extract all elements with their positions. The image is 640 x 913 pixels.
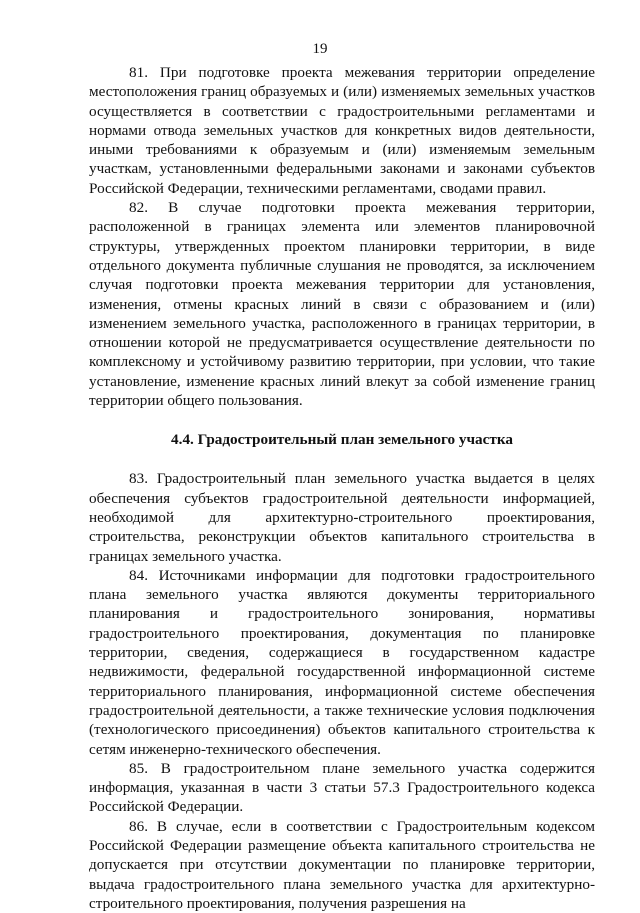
page-number: 19 bbox=[312, 41, 328, 57]
paragraph-84: 84. Источниками информации для подготовки градостроительного плана земельного участка являются документы территориального планирования и градостроительного зонирования, нормативы градостроительного проектирования, документация по планировке территории, сведения, содержащиеся в государственном кадастре недвижимости, федеральной государственной информационной системе территориального планирования, информационной системе обеспечения градостроительной деятельности, а также технические условия подключения (технологического присоединения) объектов капитального строительства к сетям инженерно-технического обеспечения. bbox=[89, 566, 595, 758]
document-body bbox=[89, 63, 595, 913]
section-heading: 4.4. Градостроительный план земельного участка bbox=[171, 431, 513, 449]
paragraph-85: 85. В градостроительном плане земельного участка содержится информация, указанная в части 3 статьи 57.3 Градостроительного кодекса Российской Федерации. bbox=[89, 759, 595, 816]
paragraph-83: 83. Градостроительный план земельного участка выдается в целях обеспечения субъектов градостроительной деятельности информацией, необходимой для архитектурно-строительного проектирования, строительства, реконструкции объектов капитального строительства в границах земельного участка. bbox=[89, 470, 595, 565]
paragraph-82: 82. В случае подготовки проекта межевания территории, расположенной в границах элемента или элементов планировочной структуры, утвержденных проектом планировки территории, в виде отдельного документа публичные слушания не проводятся, за исключением случая подготовки проекта межевания территории для установления, изменения, отмены красных линий в связи с образованием и (или) изменением земельного участка, расположенного в границах территории, в отношении которой не предусматривается осуществление деятельности по комплексному и устойчивому развитию территории, при условии, что такие установление, изменение красных линий влекут за собой изменение границ территории общего пользования. bbox=[89, 199, 595, 410]
paragraph-86: 86. В случае, если в соответствии с Градостроительным кодексом Российской Федерации размещение объекта капитального строительства не допускается при отсутствии документации по планировке территории, выдача градостроительного плана земельного участка для архитектурно-строительного проектирования, получения разрешения на bbox=[89, 817, 595, 912]
paragraph-81: 81. При подготовке проекта межевания территории определение местоположения границ образуемых и (или) изменяемых земельных участков осуществляется в соответствии с градостроительными регламентами и нормами отвода земельных участков для конкретных видов деятельности, иными требованиями к образуемым и (или) изменяемым земельным участкам, установленными федеральными законами и законами субъектов Российской Федерации, техническими регламентами, сводами правил. bbox=[89, 64, 595, 197]
